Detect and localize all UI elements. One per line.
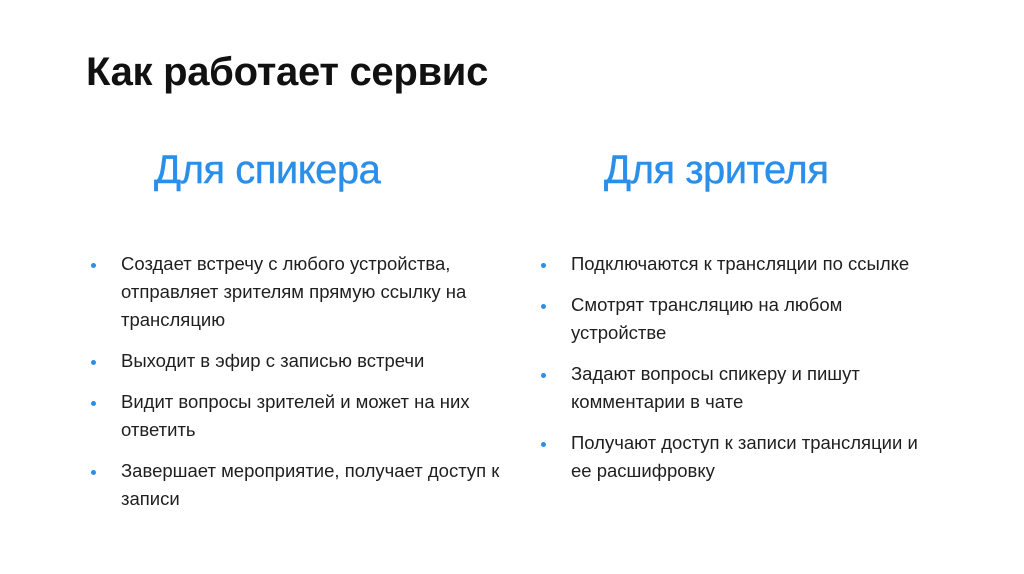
list-item-text: Выходит в эфир с записью встречи [121,350,425,371]
list-item-text: Получают доступ к записи трансляции и ее расшифровку [571,432,918,481]
list-item [536,291,936,347]
list-item-text: Завершает мероприятие, получает доступ к записи [121,460,500,509]
list-item-text: Подключаются к трансляции по ссылке [571,253,910,274]
speaker-bullet-list [86,250,506,526]
list-item-text: Видит вопросы зрителей и может на них ответить [121,391,470,440]
viewer-bullet-list [536,250,936,498]
bullet-icon [91,401,96,406]
bullet-icon [541,304,546,309]
list-item [536,250,936,278]
bullet-icon [541,263,546,268]
list-item [86,347,506,375]
list-item [536,429,936,485]
bullet-icon [91,360,96,365]
list-item [86,388,506,444]
bullet-icon [91,263,96,268]
speaker-heading: Для спикера [154,148,381,192]
list-item-text: Задают вопросы спикеру и пишут комментарии в чате [571,363,860,412]
list-item-text: Смотрят трансляцию на любом устройстве [571,294,843,343]
list-item [536,360,936,416]
viewer-heading: Для зрителя [604,148,829,192]
bullet-icon [541,442,546,447]
list-item-text: Создает встречу с любого устройства, отправляет зрителям прямую ссылку на трансляцию [121,253,467,330]
list-item [86,457,506,513]
list-item [86,250,506,334]
slide-title: Как работает сервис [86,50,489,94]
bullet-icon [91,470,96,475]
bullet-icon [541,373,546,378]
